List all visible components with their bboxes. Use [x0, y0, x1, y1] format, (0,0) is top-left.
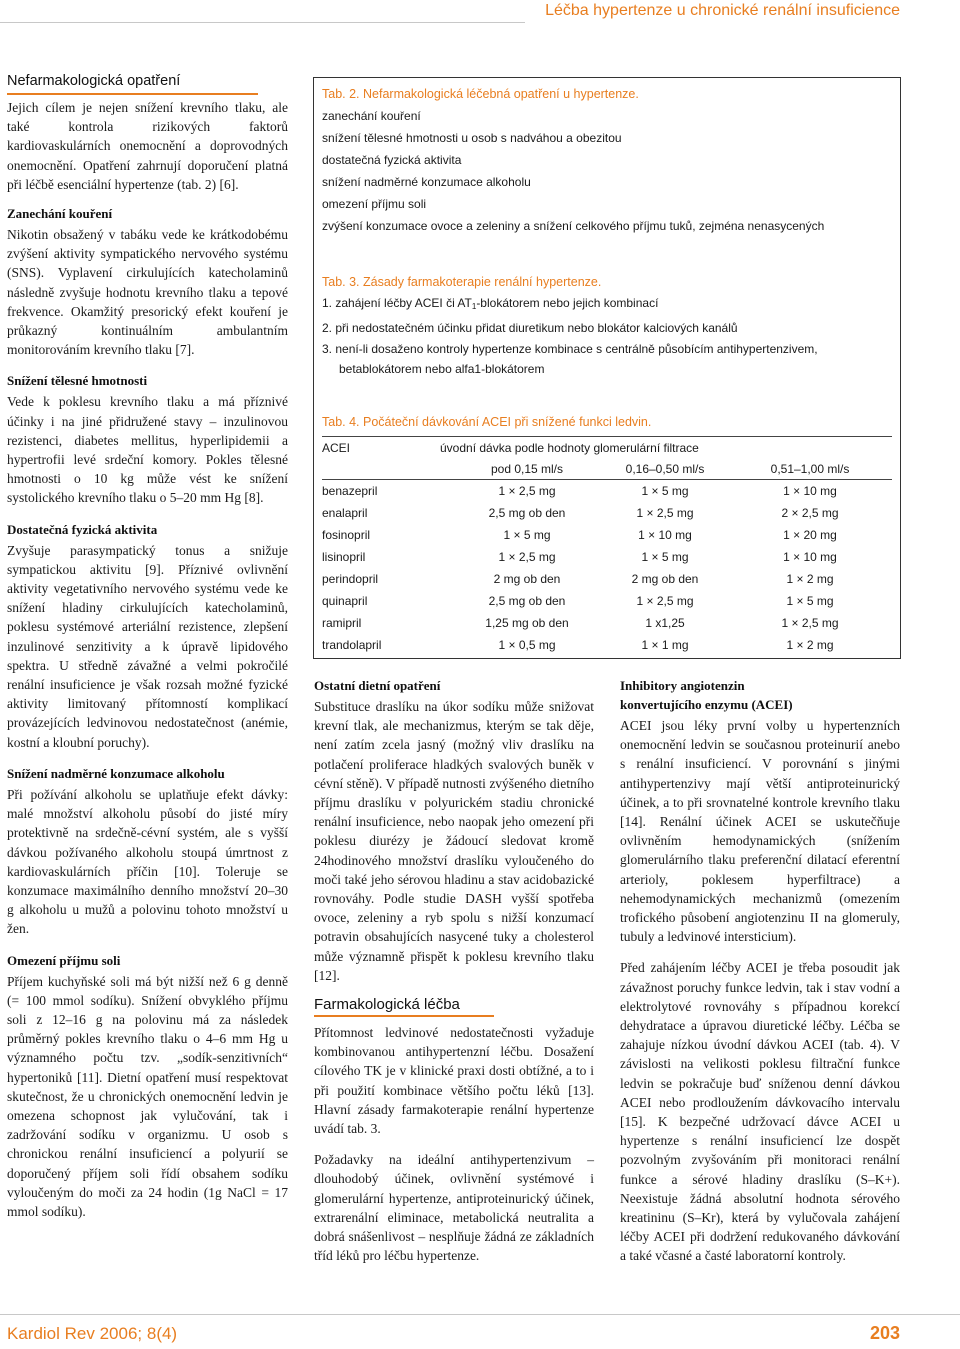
group-header: úvodní dávka podle hodnoty glomerulární filtrace: [440, 441, 699, 455]
dose-cell: 1,25 mg ob den: [485, 616, 569, 630]
table-row: [322, 612, 892, 634]
dose-cell: 1 x1,25: [645, 616, 685, 630]
header-rule: [0, 22, 525, 23]
dose-cell: 1 × 2 mg: [786, 572, 834, 586]
section-title-nonpharma: Nefarmakologická opatření: [7, 72, 180, 92]
running-header: [0, 0, 960, 26]
row-text: -blokátorem nebo jejich kombinací: [476, 296, 659, 310]
dose-cell: 1 × 5 mg: [786, 594, 834, 608]
drug-cell: fosinopril: [322, 528, 371, 542]
table-row: [322, 590, 892, 612]
table-row: snížení tělesné hmotnosti u osob s nadváhou a obezitou: [322, 131, 622, 145]
col-header: 0,51–1,00 ml/s: [770, 462, 850, 476]
table-row: [322, 568, 892, 590]
table-row: [322, 634, 892, 656]
intro-paragraph: Jejich cílem je nejen snížení krevního tlaku, ale také kontrola rizikových faktorů kardiovaskulárních onemocnění a doprovodných onemocnění. Opatření zahrnují doporučení platná při léčbě esenciální hypertenze (tab. 2) [6].: [7, 100, 288, 192]
pharma-paragraph-2: Požadavky na ideální antihypertenzivum – dlouhodobý účinek, ovlivnění systémové i glomerulární hypertenze, antiproteinurický účinek, extrarenální eliminace, metabolická neutralita a dobrá snášenlivost – nesplňuje žádná ze základních tříd léků pro léčbu hypertenze.: [314, 1152, 594, 1264]
table-4: [322, 414, 892, 656]
row-text: 1. zahájení léčby ACEI či AT: [322, 296, 472, 310]
dose-cell: 1 × 10 mg: [783, 550, 837, 564]
drug-cell: benazepril: [322, 484, 378, 498]
activity-paragraph: Zvyšuje parasympatický tonus a snižuje sympatickou aktivitu [9]. Příznivé ovlivnění aktivity vegetativního nervového systému vede ke snížení hladiny cirkulujících katecholaminů, poklesu systémové arteriální rezistence, zlepšení inzulinové senzitivity a k úpravě lipidového spektra. U středně závažné a velmi pokročilé renální insuficience je však rozsah možné fyzické aktivity limitovaný přítomností komplikací provázejících ledvinovou nedostatečnost (anémie, kostní a kloubní poruchy).: [7, 542, 288, 750]
dose-cell: 2 mg ob den: [493, 572, 561, 586]
subheading-salt: Omezení příjmu soli: [7, 952, 121, 968]
table-row: 3. není-li dosaženo kontroly hypertenze kombinace s centrálně působícím antihypertenzivem,: [322, 342, 818, 356]
smoking-paragraph: Nikotin obsažený v tabáku vede ke krátkodobému zvýšení aktivity sympatického nervového systému (SNS). Vyplavení cirkulujících katecholaminů následně zvyšuje hodnotu krevního tlaku a tepové frekvence. Okamžitý presorický efekt kouření je průkazný kontinuálním ambulantním monitorováním krevního tlaku [7].: [7, 227, 288, 358]
table-row: omezení příjmu soli: [322, 197, 427, 211]
subheading-activity: Dostatečná fyzická aktivita: [7, 521, 158, 537]
table-3: [322, 274, 892, 377]
drug-cell: quinapril: [322, 594, 368, 608]
dose-cell: 1 × 2,5 mg: [781, 616, 839, 630]
table-row: [322, 524, 892, 546]
dose-cell: 1 × 2,5 mg: [498, 484, 556, 498]
dose-cell: 1 × 2,5 mg: [498, 550, 556, 564]
acei-paragraph-1: ACEI jsou léky první volby u hypertenzních onemocnění ledvin se současnou proteinurií anebo s renální insuficiencí. V porovnání s jinými antihypertenzivy mají větší antiproteinurický účinek, a to při srovnatelné kontrole krevního tlaku [14]. Renální účinek ACEI se uskutečňuje ovlivněním hemodynamických (snížením glomerulárního tlaku preferenční dilatací eferentní arterioly, poklesem hyperfiltrace) a nehemodynamických mechanizmů (omezením trofického působení angiotenzinu II na glomeruly, tubuly a ledvinové intersticium).: [620, 718, 900, 945]
pharma-paragraph-1: Přítomnost ledvinové nedostatečnosti vyžaduje kombinovanou antihypertenzní léčbu. Dosažení cílového TK je v klinické praxi dosti obtížné, a to i při použití kombinace většího počtu léků [13]. Hlavní zásady farmakoterapie renální hypertenze uvádí tab. 3.: [314, 1025, 594, 1137]
section-title-pharma: Farmakologická léčba: [314, 996, 460, 1014]
running-title: Léčba hypertenze u chronické renální insuficience: [545, 2, 900, 19]
diet-paragraph: Substituce draslíku na úkor sodíku může snižovat krevní tlak, ale mechanizmus, kterým se tak děje, není zatím zcela jasný (možný vliv draslíku na potlačení proliferace hladkých svalových buněk v cévní stěně). V případě nutnosti zvýšeného dietního příjmu draslíku v polyurickém stadiu chronické renální insuficience, nebo naopak jeho omezení při poklesu diurézy je žádoucí sledovat kromě 24hodinového množství draslíku vyloučeného do moči také jeho sérovou hladinu a stav acidobazické rovnováhy. Podle studie DASH vyšší spotřeba ovoce, zeleniny a ryb spolu s nižší konzumací potravin obsahujících nasycené tuky a cholesterol může významně přispět k poklesu krevního tlaku [12].: [314, 699, 594, 983]
tables-box: [313, 77, 901, 659]
subheading-diet: Ostatní dietní opatření: [314, 678, 441, 693]
dose-cell: 1 × 2,5 mg: [636, 506, 694, 520]
col-header: 0,16–0,50 ml/s: [625, 462, 705, 476]
table-row: [322, 480, 892, 502]
drug-cell: ramipril: [322, 616, 362, 630]
page-number: 203: [869, 1323, 900, 1343]
dose-cell: 1 × 10 mg: [638, 528, 692, 542]
subheading-acei: [620, 676, 900, 714]
dose-cell: 1 × 1 mg: [641, 638, 689, 652]
acei-paragraph-2: Před zahájením léčby ACEI je třeba posoudit jak závažnost poruchy funkce ledvin, tak i stav vodní a elektrolytové rovnováhy s případnou korekcí dehydratace a úpravou diuretické léčby. Léčba se zahajuje nízkou úvodní dávkou ACEI (tab. 4). V závislosti na velikosti poklesu filtrační funkce ledvin se pokračuje buď sníženou denní dávkou ACEI nebo prodloužením dávkovacího intervalu [15]. K bezpečné udržovací dávce ACEI u hypertenze s renální insuficiencí lze dospět pozvolným zvyšováním při monitoraci renální funkce a sérové hladiny draslíku (S–K+). Neexistuje žádná absolutní hodnota sérového kreatininu (S–Kr), která by vylučovala zahájení léčby ACEI při dodržení redukovaného dávkování a také včasné a časté laboratorní kontroly.: [620, 960, 900, 1264]
table-row: zvýšení konzumace ovoce a zeleniny a snížení celkového příjmu tuků, zejména nenasycených: [322, 219, 825, 233]
dose-cell: 1 × 5 mg: [641, 550, 689, 564]
drug-cell: lisinopril: [322, 550, 366, 564]
table-4-subheader-row: [322, 458, 892, 480]
subheading-smoking: Zanechání kouření: [7, 206, 113, 222]
dose-cell: 1 × 2 mg: [786, 638, 834, 652]
drug-cell: perindopril: [322, 572, 379, 586]
table-row: zanechání kouření: [322, 109, 421, 123]
dose-cell: 1 × 10 mg: [783, 484, 837, 498]
salt-paragraph: Příjem kuchyňské soli má být nižší než 6 g denně (= 100 mmol sodíku). Snížení obvyklého příjmu soli z 12–16 g na polovinu má za následek průměrný pokles krevního tlaku o 4–6 mm Hg u významného počtu tzv. „sodík-senzitivních“ hypertoniků [11]. Dietní opatření musí respektovat skutečnost, že u chronických onemocnění ledvin je omezena schopnost jak vylučování, tak i zadržování sodíku v organizmu. U osob s chronickou renální insuficiencí a polyurií se doporučený příjem soli řídí obsahem sodíku vyloučeným do moči za 24 hodin (1g NaCl = 17 mmol sodíku).: [7, 973, 288, 1219]
page-footer: [0, 1312, 960, 1349]
middle-column: [314, 676, 594, 1265]
table-row-continuation: betablokátorem nebo alfa1-blokátorem: [339, 361, 545, 376]
alcohol-paragraph: Při požívání alkoholu se uplatňuje efekt dávky: malé množství alkoholu působí do jisté míry protektivně na srdečně-cévní systém, ale s vyšší dávkou požívaného alkoholu stoupá úmrtnost z kardiovaskulárních příčin [10]. Toleruje se konzumace maximálního denního množství 20–30 g alkoholu u mužů a polovinu tohoto množství u žen.: [7, 786, 288, 937]
table-4-caption: Tab. 4. Počáteční dávkování ACEI při snížené funkci ledvin.: [322, 415, 652, 429]
dose-cell: 1 × 2,5 mg: [636, 594, 694, 608]
table-row: dostatečná fyzická aktivita: [322, 153, 462, 167]
col-header-acei: ACEI: [322, 441, 351, 455]
table-4-header-row: [322, 436, 892, 458]
drug-cell: enalapril: [322, 506, 368, 520]
table-4-body: [322, 480, 892, 656]
table-row: [322, 502, 892, 524]
row-subscript: 1: [471, 302, 477, 311]
dose-cell: 2,5 mg ob den: [488, 506, 566, 520]
subheading-acei-line2: konvertujícího enzymu (ACEI): [620, 697, 793, 712]
weight-paragraph: Vede k poklesu krevního tlaku a má příznivé účinky i na jiné přidružené stavy – inzulinovou rezistenci, diabetes mellitus, hyperlipidemii a hypertrofii levé srdeční komory. Pokles tělesné hmotnosti o 10 kg může vést ke snížení systolického krevního tlaku o 5–20 mm Hg [8].: [7, 394, 288, 506]
dose-cell: 2,5 mg ob den: [488, 594, 566, 608]
dose-cell: 2 × 2,5 mg: [781, 506, 839, 520]
dose-cell: 2 mg ob den: [631, 572, 699, 586]
subheading-alcohol: Snížení nadměrné konzumace alkoholu: [7, 765, 225, 781]
subheading-acei-line1: Inhibitory angiotenzin: [620, 678, 745, 693]
left-column: [7, 72, 288, 1221]
dose-cell: 1 × 5 mg: [641, 484, 689, 498]
table-3-caption: Tab. 3. Zásady farmakoterapie renální hypertenze.: [322, 275, 602, 289]
table-2-caption: Tab. 2. Nefarmakologická léčebná opatření u hypertenze.: [322, 87, 639, 101]
col-header: pod 0,15 ml/s: [490, 462, 564, 476]
subheading-weight: Snížení tělesné hmotnosti: [7, 373, 148, 389]
drug-cell: trandolapril: [322, 638, 382, 652]
table-row: [322, 546, 892, 568]
table-row: [322, 293, 892, 318]
dose-cell: 1 × 5 mg: [503, 528, 551, 542]
table-row: 2. při nedostatečném účinku přidat diuretikum nebo blokátor kalciových kanálů: [322, 320, 738, 335]
right-column: [620, 676, 900, 1266]
journal-citation: Kardiol Rev 2006; 8(4): [7, 1324, 178, 1343]
footer-rule: [0, 1314, 960, 1315]
dose-cell: 1 × 20 mg: [783, 528, 837, 542]
table-2: [322, 86, 892, 237]
dose-cell: 1 × 0,5 mg: [498, 638, 556, 652]
table-row: snížení nadměrné konzumace alkoholu: [322, 175, 531, 189]
